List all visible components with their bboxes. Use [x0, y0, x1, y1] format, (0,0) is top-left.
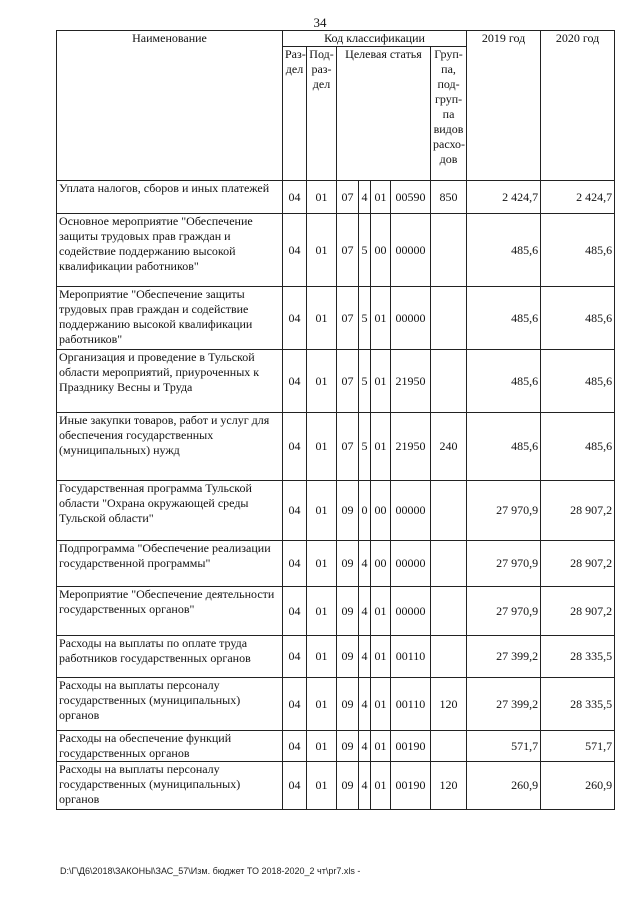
- row-expense-group: 120: [431, 678, 467, 731]
- row-target-program: 09: [337, 731, 359, 762]
- row-target-direction: 00590: [391, 181, 431, 214]
- row-razdel: 04: [283, 481, 307, 541]
- row-expense-group: [431, 350, 467, 413]
- row-name: Уплата налогов, сборов и иных платежей: [57, 181, 283, 214]
- row-razdel: 04: [283, 587, 307, 636]
- row-target-direction: 00000: [391, 214, 431, 287]
- row-target-event: 01: [371, 636, 391, 678]
- row-podrazdel: 01: [307, 413, 337, 481]
- table-body: [57, 181, 615, 810]
- row-target-direction: 21950: [391, 350, 431, 413]
- row-amount-2020: 485,6: [541, 413, 615, 481]
- table-row: [57, 481, 615, 541]
- row-name: Основное мероприятие "Обеспечение защиты трудовых прав граждан и содействие поддержанию высокой квалификации работников": [57, 214, 283, 287]
- row-podrazdel: 01: [307, 481, 337, 541]
- row-target-program: 09: [337, 762, 359, 810]
- table-row: [57, 678, 615, 731]
- row-amount-2020: 28 335,5: [541, 636, 615, 678]
- row-target-subprogram: 5: [359, 214, 371, 287]
- header-group: Груп-па, под-груп-па видов расхо-дов: [431, 47, 467, 181]
- row-target-event: 01: [371, 413, 391, 481]
- row-target-subprogram: 4: [359, 731, 371, 762]
- page-number: 34: [313, 15, 327, 30]
- row-razdel: 04: [283, 541, 307, 587]
- header-name: Наименование: [57, 31, 283, 181]
- row-amount-2020: 28 907,2: [541, 541, 615, 587]
- row-razdel: 04: [283, 181, 307, 214]
- row-name: Мероприятие "Обеспечение деятельности государственных органов": [57, 587, 283, 636]
- row-target-event: 00: [371, 481, 391, 541]
- row-expense-group: [431, 481, 467, 541]
- row-podrazdel: 01: [307, 636, 337, 678]
- row-amount-2019: 2 424,7: [467, 181, 541, 214]
- row-target-event: 00: [371, 214, 391, 287]
- row-target-event: 01: [371, 350, 391, 413]
- row-target-direction: 00000: [391, 541, 431, 587]
- row-expense-group: 850: [431, 181, 467, 214]
- row-name: Расходы на выплаты персоналу государственных (муниципальных) органов: [57, 762, 283, 810]
- row-target-subprogram: 4: [359, 587, 371, 636]
- row-target-event: 01: [371, 287, 391, 350]
- row-amount-2020: 485,6: [541, 350, 615, 413]
- row-target-subprogram: 0: [359, 481, 371, 541]
- row-target-direction: 00000: [391, 481, 431, 541]
- row-name: Расходы на выплаты персоналу государственных (муниципальных) органов: [57, 678, 283, 731]
- row-razdel: 04: [283, 678, 307, 731]
- table-row: [57, 181, 615, 214]
- row-target-program: 09: [337, 636, 359, 678]
- table-row: [57, 413, 615, 481]
- header-podrazdel: Под-раз-дел: [307, 47, 337, 181]
- table-row: [57, 731, 615, 762]
- footer-path: D:\Г\Д6\2018\ЗАКОНЫ\ЗАС_57\Изм. бюджет ТО 2018-2020_2 чт\рr7.xls -: [60, 866, 361, 876]
- header-2019: 2019 год: [467, 31, 541, 181]
- row-name: Подпрограмма "Обеспечение реализации государственной программы": [57, 541, 283, 587]
- row-amount-2020: 260,9: [541, 762, 615, 810]
- row-podrazdel: 01: [307, 214, 337, 287]
- row-target-program: 09: [337, 481, 359, 541]
- row-amount-2020: 28 335,5: [541, 678, 615, 731]
- row-target-program: 07: [337, 287, 359, 350]
- row-amount-2020: 485,6: [541, 214, 615, 287]
- row-amount-2020: 571,7: [541, 731, 615, 762]
- row-razdel: 04: [283, 762, 307, 810]
- row-target-program: 07: [337, 413, 359, 481]
- row-target-subprogram: 4: [359, 181, 371, 214]
- row-target-event: 01: [371, 731, 391, 762]
- row-razdel: 04: [283, 636, 307, 678]
- table-row: [57, 587, 615, 636]
- row-razdel: 04: [283, 413, 307, 481]
- row-expense-group: 240: [431, 413, 467, 481]
- row-amount-2019: 485,6: [467, 214, 541, 287]
- row-target-program: 09: [337, 541, 359, 587]
- row-amount-2019: 27 399,2: [467, 678, 541, 731]
- row-target-subprogram: 4: [359, 762, 371, 810]
- row-podrazdel: 01: [307, 350, 337, 413]
- row-target-program: 07: [337, 214, 359, 287]
- row-podrazdel: 01: [307, 541, 337, 587]
- row-name: Иные закупки товаров, работ и услуг для обеспечения государственных (муниципальных) нужд: [57, 413, 283, 481]
- table-row: [57, 541, 615, 587]
- header-target: Целевая статья: [337, 47, 431, 181]
- row-target-event: 01: [371, 181, 391, 214]
- row-target-event: 01: [371, 762, 391, 810]
- row-expense-group: [431, 731, 467, 762]
- row-amount-2020: 28 907,2: [541, 587, 615, 636]
- row-target-program: 07: [337, 181, 359, 214]
- row-podrazdel: 01: [307, 678, 337, 731]
- row-target-subprogram: 5: [359, 413, 371, 481]
- table-row: [57, 214, 615, 287]
- row-target-subprogram: 4: [359, 541, 371, 587]
- row-name: Мероприятие "Обеспечение защиты трудовых прав граждан и содействие поддержанию высокой квалификации работников": [57, 287, 283, 350]
- header-code: Код классификации: [283, 31, 467, 47]
- row-expense-group: [431, 636, 467, 678]
- row-amount-2019: 27 399,2: [467, 636, 541, 678]
- row-expense-group: 120: [431, 762, 467, 810]
- row-expense-group: [431, 214, 467, 287]
- row-podrazdel: 01: [307, 587, 337, 636]
- row-target-subprogram: 5: [359, 350, 371, 413]
- row-amount-2019: 27 970,9: [467, 587, 541, 636]
- row-podrazdel: 01: [307, 287, 337, 350]
- row-razdel: 04: [283, 350, 307, 413]
- row-amount-2019: 485,6: [467, 287, 541, 350]
- table-row: [57, 350, 615, 413]
- row-name: Расходы на выплаты по оплате труда работников государственных органов: [57, 636, 283, 678]
- row-target-program: 09: [337, 678, 359, 731]
- row-target-direction: 00000: [391, 287, 431, 350]
- row-target-event: 01: [371, 587, 391, 636]
- row-target-direction: 00190: [391, 762, 431, 810]
- table-row: [57, 762, 615, 810]
- row-target-direction: 00110: [391, 678, 431, 731]
- budget-table: [56, 30, 615, 810]
- row-razdel: 04: [283, 287, 307, 350]
- header-2020: 2020 год: [541, 31, 615, 181]
- row-amount-2019: 571,7: [467, 731, 541, 762]
- row-target-direction: 21950: [391, 413, 431, 481]
- row-target-subprogram: 4: [359, 678, 371, 731]
- row-target-direction: 00110: [391, 636, 431, 678]
- row-name: Организация и проведение в Тульской области мероприятий, приуроченных к Празднику Весны и Труда: [57, 350, 283, 413]
- row-amount-2020: 485,6: [541, 287, 615, 350]
- row-razdel: 04: [283, 214, 307, 287]
- header-razdel: Раз-дел: [283, 47, 307, 181]
- row-podrazdel: 01: [307, 762, 337, 810]
- row-target-program: 09: [337, 587, 359, 636]
- row-name: Государственная программа Тульской области "Охрана окружающей среды Тульской области": [57, 481, 283, 541]
- table-row: [57, 636, 615, 678]
- row-expense-group: [431, 587, 467, 636]
- row-podrazdel: 01: [307, 731, 337, 762]
- row-name: Расходы на обеспечение функций государственных органов: [57, 731, 283, 762]
- row-target-program: 07: [337, 350, 359, 413]
- row-amount-2019: 260,9: [467, 762, 541, 810]
- row-amount-2019: 27 970,9: [467, 481, 541, 541]
- row-target-direction: 00190: [391, 731, 431, 762]
- row-amount-2020: 2 424,7: [541, 181, 615, 214]
- row-amount-2019: 485,6: [467, 413, 541, 481]
- row-amount-2020: 28 907,2: [541, 481, 615, 541]
- row-amount-2019: 485,6: [467, 350, 541, 413]
- row-target-subprogram: 5: [359, 287, 371, 350]
- row-razdel: 04: [283, 731, 307, 762]
- table-row: [57, 287, 615, 350]
- row-target-direction: 00000: [391, 587, 431, 636]
- row-target-subprogram: 4: [359, 636, 371, 678]
- row-expense-group: [431, 287, 467, 350]
- row-podrazdel: 01: [307, 181, 337, 214]
- row-target-event: 01: [371, 678, 391, 731]
- row-target-event: 00: [371, 541, 391, 587]
- row-amount-2019: 27 970,9: [467, 541, 541, 587]
- row-expense-group: [431, 541, 467, 587]
